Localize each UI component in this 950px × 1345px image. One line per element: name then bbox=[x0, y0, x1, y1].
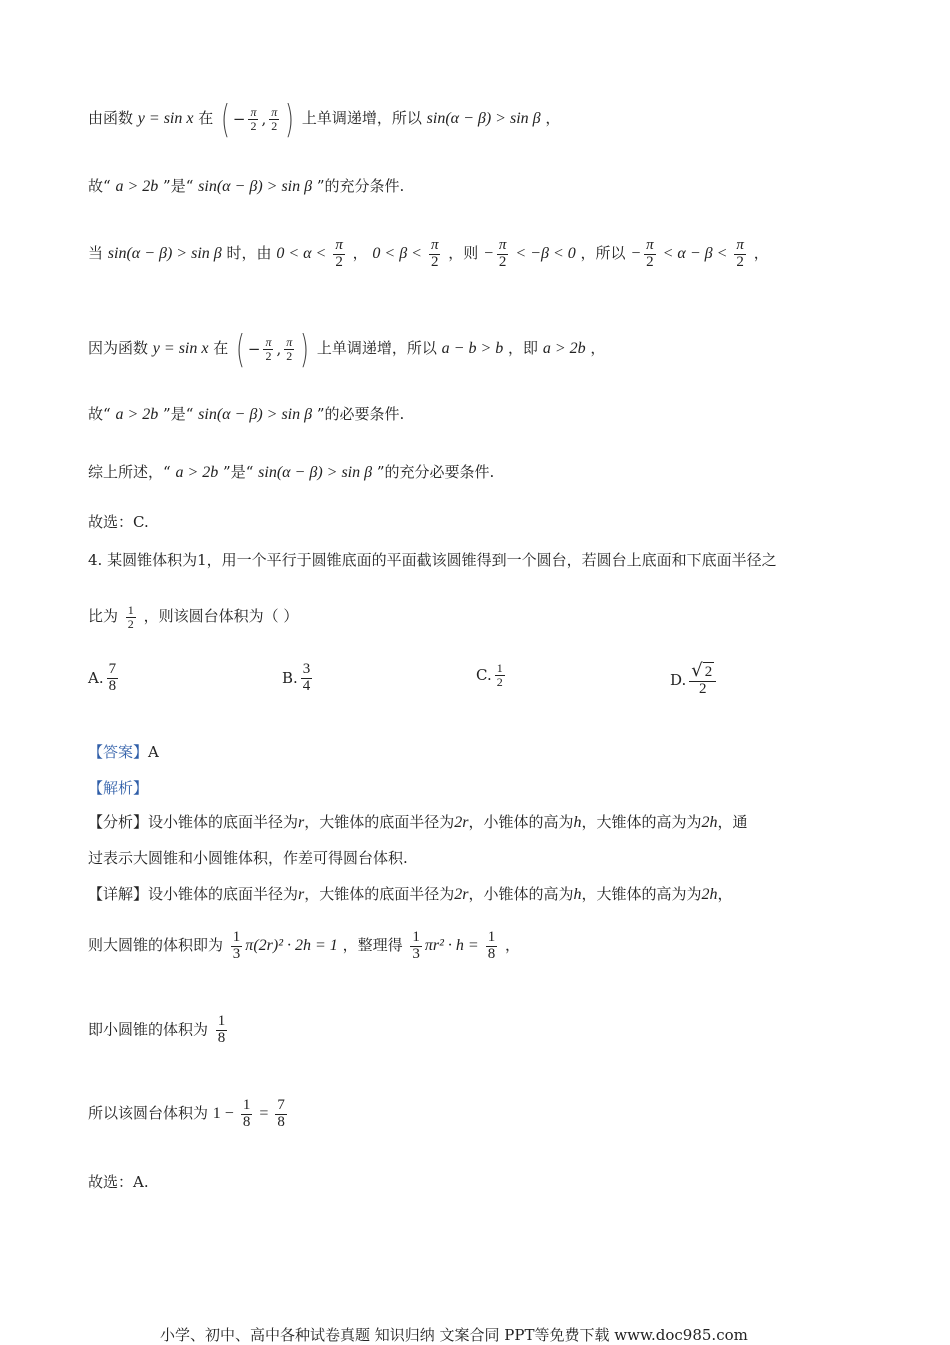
text: 综上所述，“ bbox=[88, 463, 171, 481]
text: ， bbox=[505, 935, 521, 954]
text: ， bbox=[352, 243, 368, 262]
text: 设小锥体的底面半径为 bbox=[148, 813, 299, 831]
math-expr: y = sin x bbox=[152, 340, 209, 357]
text: ，整理得 bbox=[342, 935, 403, 954]
text: ”的必要条件. bbox=[316, 405, 405, 423]
text: ”的充分条件. bbox=[316, 177, 405, 195]
math-expr: 0 < β < $\frac{\pi}{2}$ bbox=[372, 237, 439, 270]
math-expr: 0 < α < $\frac{\pi}{2}$ bbox=[276, 237, 343, 270]
answer-line bbox=[88, 740, 862, 764]
text: ，大锥体的高为为 bbox=[581, 813, 702, 831]
math-expr: 2r bbox=[454, 886, 469, 903]
solution-line-5 bbox=[88, 402, 862, 427]
text: ，大锥体的高为为 bbox=[581, 885, 702, 903]
option-d[interactable] bbox=[670, 662, 719, 698]
text: 在 bbox=[198, 109, 214, 127]
text: 即小圆锥的体积为 bbox=[88, 1020, 209, 1039]
text: ，则 bbox=[448, 243, 479, 262]
math-expr: sin(α − β) > sin β bbox=[426, 110, 541, 127]
solution-conclusion: 故选：C. bbox=[88, 513, 149, 531]
text: ”的充分必要条件. bbox=[376, 463, 495, 481]
math-expr: a > 2b bbox=[175, 464, 219, 481]
math-expr: a > 2b bbox=[115, 178, 159, 195]
math-expr: 2h bbox=[701, 814, 718, 831]
text: ”是“ bbox=[223, 463, 254, 481]
option-a[interactable] bbox=[88, 662, 121, 695]
option-label: D. bbox=[670, 670, 687, 689]
final-answer: 故选：A. bbox=[88, 1173, 149, 1191]
text: 【详解】 bbox=[88, 885, 149, 903]
simplified-expr: $\frac{1}{3}$ πr² · h = $\frac{1}{8}$ bbox=[412, 929, 496, 962]
interval: ( − $\frac{\pi}{2}$ , $\frac{\pi}{2}$ ) bbox=[236, 327, 310, 371]
text: ， bbox=[753, 243, 769, 262]
text: 上单调递增，所以 bbox=[301, 109, 422, 127]
option-fraction: $\frac{1}{2}$ bbox=[496, 661, 503, 689]
interval: ( − $\frac{\pi}{2}$ , $\frac{\pi}{2}$ ) bbox=[221, 97, 295, 141]
math-expr: r bbox=[298, 814, 305, 831]
solution-line-1 bbox=[88, 97, 862, 141]
fenxi-line-1 bbox=[88, 810, 862, 835]
math-expr: − $\frac{\pi}{2}$ < −β < 0 bbox=[483, 237, 576, 270]
footer-banner: 小学、初中、高中各种试卷真题 知识归纳 文案合同 PPT等免费下载 www.doc985.com bbox=[160, 1326, 748, 1344]
math-expr: sin(α − β) > sin β bbox=[258, 464, 373, 481]
math-expr: sin(α − β) > sin β bbox=[107, 244, 222, 262]
text: 所以该圆台体积为 bbox=[88, 1103, 209, 1122]
text: ， bbox=[590, 339, 606, 357]
text: 故“ bbox=[88, 405, 111, 423]
math-expr: sin(α − β) > sin β bbox=[198, 406, 313, 423]
text: 上单调递增，所以 bbox=[316, 339, 437, 357]
math-expr: 2h bbox=[701, 886, 718, 903]
text: 则大圆锥的体积即为 bbox=[88, 935, 224, 954]
solution-line-2 bbox=[88, 174, 862, 199]
math-expr: a > 2b bbox=[542, 340, 586, 357]
text: 故“ bbox=[88, 177, 111, 195]
frustum-volume-expr: 1 − $\frac{1}{8}$ = $\frac{7}{8}$ bbox=[212, 1097, 285, 1130]
text: 当 bbox=[88, 243, 104, 262]
xiangjie-line-3 bbox=[88, 1014, 862, 1047]
math-expr: h bbox=[573, 814, 582, 831]
question-stem-line-2 bbox=[88, 604, 862, 630]
answer-value: A bbox=[148, 743, 159, 761]
text: 【分析】 bbox=[88, 813, 149, 831]
text: ，所以 bbox=[580, 243, 626, 262]
option-fraction: $\frac{7}{8}$ bbox=[108, 661, 117, 694]
text: ，大锥体的底面半径为 bbox=[304, 813, 455, 831]
math-expr: − $\frac{\pi}{2}$ < α − β < $\frac{\pi}{2}$ bbox=[630, 237, 744, 270]
solution-line-3 bbox=[88, 238, 862, 271]
math-expr: 2r bbox=[454, 814, 469, 831]
option-label: B. bbox=[282, 669, 298, 688]
text: 在 bbox=[213, 339, 229, 357]
text: ，通 bbox=[717, 813, 748, 831]
option-fraction: $\frac{3}{4}$ bbox=[302, 661, 311, 694]
answer-tag: 【答案】 bbox=[88, 743, 149, 761]
option-label: C. bbox=[476, 666, 492, 685]
text: ，小锥体的高为 bbox=[468, 813, 574, 831]
text: ”是“ bbox=[163, 177, 194, 195]
big-cone-volume-expr: $\frac{1}{3}$ π(2r)² · 2h = 1 bbox=[232, 929, 338, 962]
math-expr: a − b > b bbox=[441, 340, 504, 357]
text: 由函数 bbox=[88, 109, 134, 127]
text: 因为函数 bbox=[88, 339, 149, 357]
xiangjie-line-2 bbox=[88, 930, 862, 963]
question-stem-line-1: 4. 某圆锥体积为1，用一个平行于圆锥底面的平面截该圆锥得到一个圆台，若圆台上底面和下底面半径之 bbox=[88, 551, 777, 569]
option-c[interactable] bbox=[476, 662, 508, 688]
text: ， bbox=[717, 885, 733, 903]
text: 时，由 bbox=[226, 243, 272, 262]
math-expr: a > 2b bbox=[115, 406, 159, 423]
math-expr: y = sin x bbox=[137, 110, 194, 127]
text: ， bbox=[545, 109, 561, 127]
solution-line-4 bbox=[88, 327, 862, 371]
xiangjie-line-4 bbox=[88, 1098, 862, 1131]
math-expr: r bbox=[298, 886, 305, 903]
text: ，即 bbox=[508, 339, 539, 357]
text: ，则该圆台体积为（ ） bbox=[143, 607, 299, 626]
solution-line-6 bbox=[88, 460, 862, 485]
text: ，小锥体的高为 bbox=[468, 885, 574, 903]
fenxi-line-2: 过表示大圆锥和小圆锥体积，作差可得圆台体积. bbox=[88, 849, 408, 867]
option-fraction: √ 2 2 bbox=[689, 662, 716, 698]
text: ，大锥体的底面半径为 bbox=[304, 885, 455, 903]
option-label: A. bbox=[88, 669, 104, 688]
analysis-tag: 【解析】 bbox=[88, 779, 149, 797]
math-expr: h bbox=[573, 886, 582, 903]
ratio-fraction: $\frac{1}{2}$ bbox=[127, 603, 134, 631]
text: ”是“ bbox=[163, 405, 194, 423]
xiangjie-line-1 bbox=[88, 882, 862, 907]
text: 比为 bbox=[88, 607, 119, 626]
math-expr: sin(α − β) > sin β bbox=[198, 178, 313, 195]
small-cone-volume: $\frac{1}{8}$ bbox=[217, 1013, 226, 1046]
analysis-tag-line bbox=[88, 776, 862, 800]
option-b[interactable] bbox=[282, 662, 315, 695]
text: 设小锥体的底面半径为 bbox=[148, 885, 299, 903]
